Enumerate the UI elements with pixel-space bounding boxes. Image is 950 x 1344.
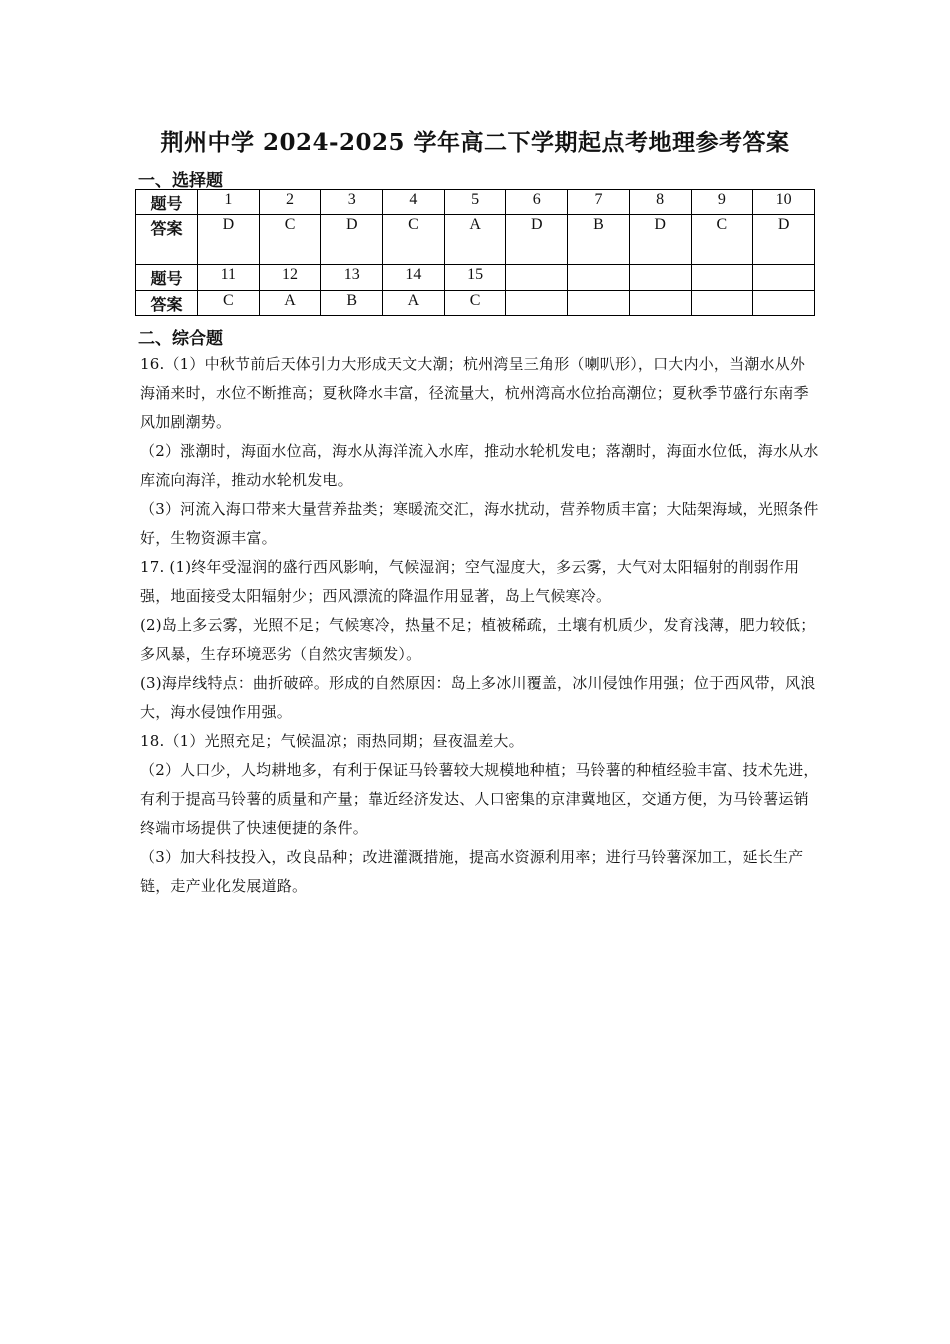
answer-cell: B [321, 291, 383, 316]
answer-cell: C [691, 215, 753, 265]
question-number-cell [568, 265, 630, 291]
page-title: 荆州中学 2024-2025 学年高二下学期起点考地理参考答案 [160, 129, 790, 156]
section-heading-comprehensive: 二、综合题 [138, 329, 223, 349]
answer-paragraph: （3）加大科技投入，改良品种；改进灌溉措施，提高水资源利用率；进行马铃薯深加工，延长生产链，走产业化发展道路。 [140, 848, 804, 895]
answer-cell: D [198, 215, 260, 265]
question-number-cell: 7 [568, 190, 630, 215]
answer-cell: A [259, 291, 321, 316]
answer-paragraph: （2）涨潮时，海面水位高，海水从海洋流入水库，推动水轮机发电；落潮时，海面水位低，海水从水库流向海洋，推动水轮机发电。 [140, 442, 819, 489]
question-number-cell: 9 [691, 190, 753, 215]
answer-cell: B [568, 215, 630, 265]
question-number-cell: 4 [383, 190, 445, 215]
answer-body [140, 350, 820, 901]
answer-cell: D [629, 215, 691, 265]
question-number-label: 题号 [136, 265, 198, 291]
answer-cell: C [198, 291, 260, 316]
answer-paragraph: （2）人口少，人均耕地多，有利于保证马铃薯较大规模地种植；马铃薯的种植经验丰富、技术先进，有利于提高马铃薯的质量和产量；靠近经济发达、人口密集的京津冀地区，交通方便，为马铃薯运销终端市场提供了快速便捷的条件。 [140, 761, 819, 837]
answer-cell: D [753, 215, 815, 265]
answer-cell [506, 291, 568, 316]
answer-label: 答案 [136, 291, 198, 316]
question-number-cell: 2 [259, 190, 321, 215]
question-number-label: 题号 [136, 190, 198, 215]
answer-cell [629, 291, 691, 316]
answer-cell: A [444, 215, 506, 265]
answer-paragraph: （3）河流入海口带来大量营养盐类；寒暖流交汇，海水扰动，营养物质丰富；大陆架海域，光照条件好，生物资源丰富。 [140, 500, 819, 547]
question-number-cell: 12 [259, 265, 321, 291]
question-number-cell [506, 265, 568, 291]
answer-label: 答案 [136, 215, 198, 265]
question-number-cell: 13 [321, 265, 383, 291]
answer-cell: D [506, 215, 568, 265]
answer-cell [568, 291, 630, 316]
question-number-cell [691, 265, 753, 291]
answer-paragraph: 16.（1）中秋节前后天体引力大形成天文大潮；杭州湾呈三角形（喇叭形），口大内小，当潮水从外海涌来时，水位不断推高；夏秋降水丰富，径流量大，杭州湾高水位抬高潮位；夏秋季节盛行东南季风加剧潮势。 [140, 355, 809, 431]
answer-cell [691, 291, 753, 316]
answer-paragraph: (2)岛上多云雾，光照不足；气候寒冷，热量不足；植被稀疏，土壤有机质少，发育浅薄，肥力较低；多风暴，生存环境恶劣（自然灾害频发）。 [140, 616, 816, 663]
table-row [136, 215, 815, 265]
answer-cell [753, 291, 815, 316]
question-number-cell: 11 [198, 265, 260, 291]
answer-cell: C [383, 215, 445, 265]
answer-cell: C [259, 215, 321, 265]
question-number-cell: 6 [506, 190, 568, 215]
question-number-cell: 10 [753, 190, 815, 215]
answer-table [135, 189, 815, 316]
table-row [136, 190, 815, 215]
answer-paragraph: (3)海岸线特点：曲折破碎。形成的自然原因：岛上多冰川覆盖，冰川侵蚀作用强；位于西风带，风浪大，海水侵蚀作用强。 [140, 674, 816, 721]
question-number-cell [629, 265, 691, 291]
answer-paragraph: 18.（1）光照充足；气候温凉；雨热同期；昼夜温差大。 [140, 732, 524, 750]
table-row [136, 291, 815, 316]
table-row [136, 265, 815, 291]
question-number-cell [753, 265, 815, 291]
answer-cell: D [321, 215, 383, 265]
answer-paragraph: 17. (1)终年受湿润的盛行西风影响，气候湿润；空气湿度大，多云雾，大气对太阳辐射的削弱作用强，地面接受太阳辐射少；西风漂流的降温作用显著，岛上气候寒冷。 [140, 558, 800, 605]
question-number-cell: 5 [444, 190, 506, 215]
question-number-cell: 15 [444, 265, 506, 291]
section-heading-choice: 一、选择题 [138, 171, 223, 191]
answer-cell: A [383, 291, 445, 316]
question-number-cell: 1 [198, 190, 260, 215]
answer-cell: C [444, 291, 506, 316]
question-number-cell: 14 [383, 265, 445, 291]
question-number-cell: 8 [629, 190, 691, 215]
question-number-cell: 3 [321, 190, 383, 215]
